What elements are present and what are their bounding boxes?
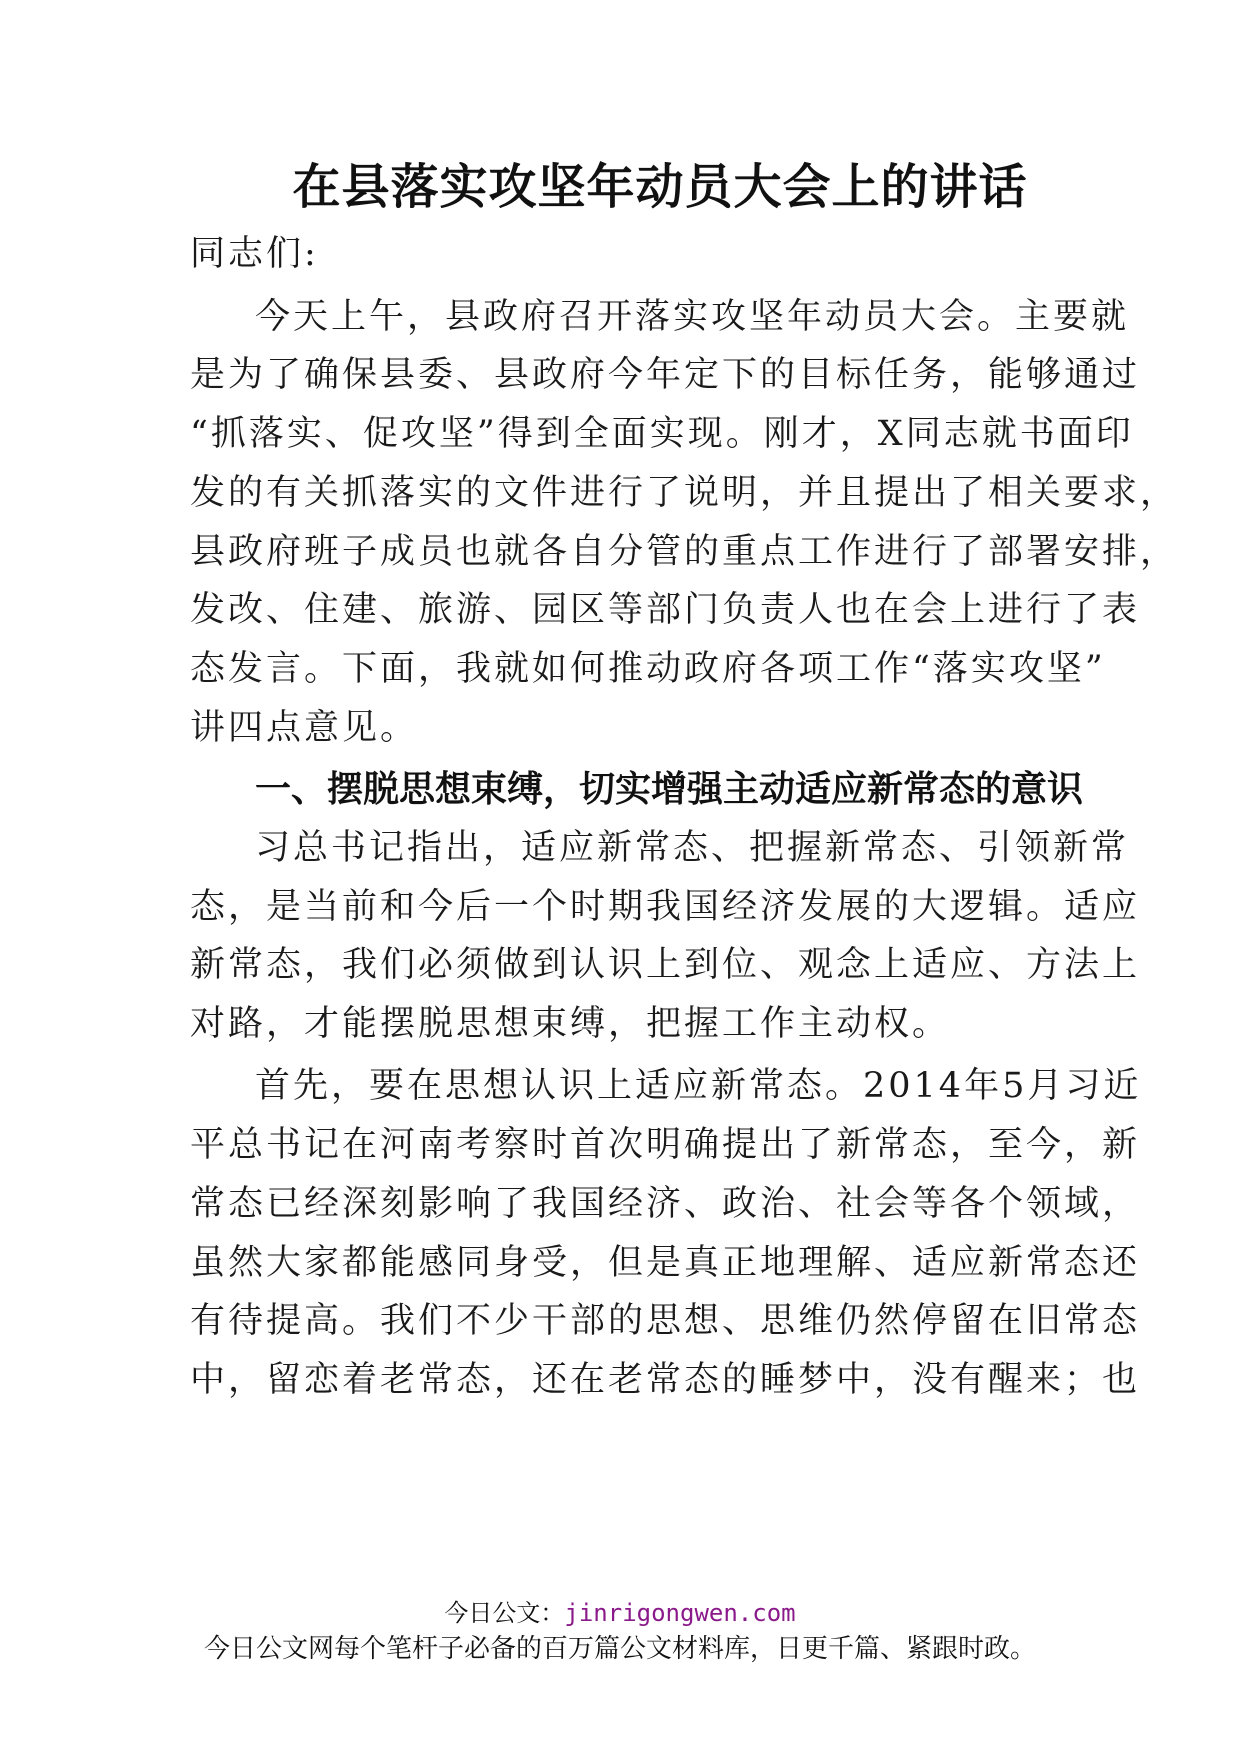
paragraph-line: “抓落实、促攻坚”得到全面实现。刚才，X同志就书面印 [190, 414, 1134, 454]
paragraph-line: 发改、住建、旅游、园区等部门负责人也在会上进行了表 [190, 590, 1141, 630]
document-title: 在县落实攻坚年动员大会上的讲话 [292, 159, 1028, 215]
paragraph-line: 县政府班子成员也就各自分管的重点工作进行了部署安排， [190, 532, 1179, 572]
footer-site-label: 今日公文： [444, 1599, 565, 1627]
paragraph-line: 态，是当前和今后一个时期我国经济发展的大逻辑。适应 [190, 887, 1141, 927]
paragraph-line: 新常态，我们必须做到认识上到位、观念上适应、方法上 [190, 945, 1141, 985]
salutation: 同志们: [190, 234, 319, 274]
footer-slogan: 今日公文网每个笔杆子必备的百万篇公文材料库，日更千篇、紧跟时政。 [203, 1634, 1036, 1664]
paragraph-line: 今天上午，县政府召开落实攻坚年动员大会。主要就 [255, 297, 1130, 337]
paragraph-line: 中，留恋着老常态，还在老常态的睡梦中，没有醒来；也 [190, 1360, 1141, 1400]
paragraph-line: 平总书记在河南考察时首次明确提出了新常态，至今，新 [190, 1125, 1141, 1165]
paragraph-line: 对路，才能摆脱思想束缚，把握工作主动权。 [190, 1004, 951, 1044]
paragraph-line: 虽然大家都能感同身受，但是真正地理解、适应新常态还 [190, 1243, 1141, 1283]
paragraph-line: 发的有关抓落实的文件进行了说明，并且提出了相关要求， [190, 473, 1179, 513]
paragraph-line: 常态已经深刻影响了我国经济、政治、社会等各个领域， [190, 1184, 1141, 1224]
paragraph-line: 首先，要在思想认识上适应新常态。2014年5月习近 [255, 1066, 1142, 1106]
paragraph-line: 态发言。下面，我就如何推动政府各项工作“落实攻坚” [190, 649, 1106, 689]
paragraph-line: 讲四点意见。 [190, 708, 419, 748]
footer-site-link[interactable]: jinrigongwen.com [564, 1599, 796, 1627]
footer-site [0, 1593, 1240, 1628]
paragraph-line: 是为了确保县委、县政府今年定下的目标任务，能够通过 [190, 355, 1141, 395]
paragraph-line: 习总书记指出，适应新常态、把握新常态、引领新常 [255, 828, 1130, 868]
section-heading: 一、摆脱思想束缚，切实增强主动适应新常态的意识 [255, 769, 1084, 810]
paragraph-line: 有待提高。我们不少干部的思想、思维仍然停留在旧常态 [190, 1301, 1141, 1341]
